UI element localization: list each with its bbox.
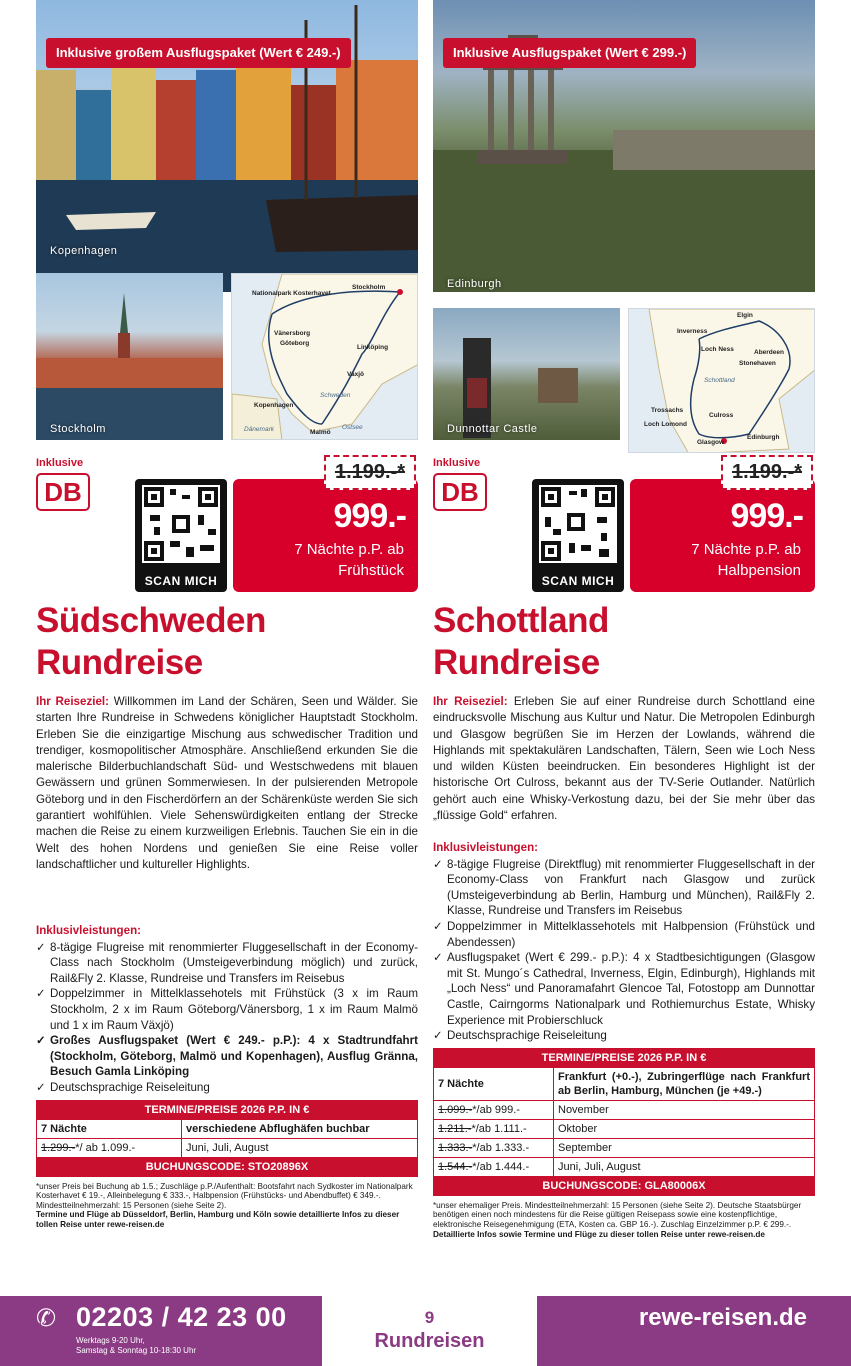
row-price: */ab 1.333.- xyxy=(472,1141,530,1154)
website-link[interactable]: rewe-reisen.de xyxy=(638,1304,807,1331)
inklusive-label: Inklusive xyxy=(433,457,481,469)
footnote xyxy=(433,1201,815,1239)
table-row xyxy=(434,1138,815,1157)
map-label: Malmö xyxy=(310,429,331,436)
map-label: Elgin xyxy=(737,312,753,319)
qr-code[interactable] xyxy=(532,479,624,592)
intro-label: Ihr Reiseziel: xyxy=(433,695,508,708)
list-item: ✓ 8-tägige Flugreise mit renommierter Fluggesellschaft in der Economy-Class nach Stockholm (Umsteigeverbindung möglich) und zurück, Rail&Fly 2. Klasse, Rundreise und Transfers im Reisebus xyxy=(36,940,418,987)
row-dates: September xyxy=(554,1138,815,1157)
scan-label: SCAN MICH xyxy=(541,574,615,588)
map-label: Vänersborg xyxy=(274,330,311,337)
row-price: */ ab 1.099.- xyxy=(75,1141,136,1154)
old-row-price: 1.099.- xyxy=(438,1103,473,1116)
list-item: ✓ Doppelzimmer in Mittelklassehotels mit Halbpension (Frühstück und Abendessen) xyxy=(433,919,815,950)
table-head: TERMINE/PREISE 2026 P.P. IN € xyxy=(37,1100,418,1119)
qr-pattern xyxy=(142,485,220,563)
map-label: Vaxjö xyxy=(347,371,364,378)
photo-caption: Dunnottar Castle xyxy=(447,423,538,435)
map-label: Culross xyxy=(709,412,734,419)
edinburgh-photo xyxy=(433,0,815,292)
inclusions-list xyxy=(433,857,815,1044)
nights-line: 7 Nächte p.P. ab xyxy=(294,541,404,558)
inclusions-heading: Inklusivleistungen: xyxy=(433,841,539,855)
title-line: Südschweden xyxy=(36,601,266,640)
route-map-scotland xyxy=(628,308,815,453)
route-map-sweden xyxy=(231,273,418,440)
photo-caption: Stockholm xyxy=(50,423,106,435)
table-row xyxy=(434,1157,815,1176)
stockholm-photo xyxy=(36,273,223,440)
map-label: Kopenhagen xyxy=(254,402,294,409)
footnote-text: *unser Preis bei Buchung ab 1.5.; Zuschläge p.P./Aufenthalt: Bootsfahrt nach Sydkoster im Nationalpark Kosterhavet € 19.-, Alleinbelegung € 333.-, Halbpension (Frühstücks- und Abendbuffet) € 349.-. xyxy=(36,1181,413,1201)
photo-caption: Kopenhagen xyxy=(50,245,118,257)
price-box xyxy=(630,479,815,592)
old-row-price: 1.211.- xyxy=(438,1122,472,1135)
row-price: */ab 999.- xyxy=(472,1103,520,1116)
footer-website-block xyxy=(537,1296,851,1366)
offer-title xyxy=(433,600,609,684)
map-label: Trossachs xyxy=(651,407,684,414)
table-col-nights: 7 Nächte xyxy=(37,1119,182,1138)
list-item: ✓ Großes Ausflugspaket (Wert € 249.- p.P.): 4 x Stadtrundfahrt (Stockholm, Göteborg, Malmö und Kopenhagen), Ausflug Gränna, Besuch Gamla Linköping xyxy=(36,1033,418,1080)
booking-code: BUCHUNGSCODE: GLA80006X xyxy=(434,1176,815,1195)
intro-paragraph xyxy=(433,694,815,824)
photo-caption: Edinburgh xyxy=(447,278,502,290)
nights-line: 7 Nächte p.P. ab xyxy=(691,541,801,558)
qr-pattern xyxy=(539,485,617,563)
board-line: Frühstück xyxy=(338,562,404,579)
price-table xyxy=(36,1100,418,1177)
hours-line: Samstag & Sonntag 10-18:30 Uhr xyxy=(76,1346,197,1355)
map-label: Schweden xyxy=(320,392,351,399)
old-price: 1.199.-* xyxy=(721,455,813,490)
price-table xyxy=(433,1048,815,1196)
offer-body xyxy=(36,694,418,1229)
title-line: Rundreise xyxy=(433,643,600,682)
intro-text: Erleben Sie auf einer Rundreise durch Schottland eine eindrucksvolle Mischung aus Kultur und Natur. Die Metropolen Edinburgh und Glasgow begrüßen Sie im Herzen der Lowlands, während die Highlands mit spektakulären Landschaften, Tälern, Seen wie Loch Ness und wilden Küsten beeindrucken. Ein besonderes Highlight ist der historische Ort Culross, bekannt aus der TV-Serie Outlander. Natürlich gehört auch eine Whisky-Verkostung dazu, bei der Sie mehr über das „flüssige Gold“ erfahren. xyxy=(433,695,816,823)
inclusions-list xyxy=(36,940,418,1096)
table-col-nights: 7 Nächte xyxy=(434,1067,554,1100)
map-label: Dänemark xyxy=(244,426,274,433)
offer-schottland xyxy=(433,0,815,1296)
nights-info xyxy=(244,539,404,581)
package-banner: Inklusive großem Ausflugspaket (Wert € 249.-) xyxy=(46,38,351,68)
map-label: Stonehaven xyxy=(739,360,776,367)
page-marker xyxy=(322,1296,537,1366)
map-label: Glasgow xyxy=(697,439,725,446)
map-label: Göteborg xyxy=(280,340,310,347)
old-price: 1.199.-* xyxy=(324,455,416,490)
list-item: ✓ Deutschsprachige Reiseleitung xyxy=(36,1080,418,1096)
table-row xyxy=(434,1100,815,1119)
footnote-text: Mindestteilnehmerzahl: 15 Personen (siehe Seite 2). xyxy=(36,1200,227,1210)
intro-paragraph xyxy=(36,694,418,873)
intro-label: Ihr Reiseziel: xyxy=(36,695,109,708)
table-row xyxy=(434,1119,815,1138)
footnote xyxy=(36,1182,418,1230)
offer-body xyxy=(433,694,815,1239)
new-price: 999.- xyxy=(333,497,406,535)
booking-code: BUCHUNGSCODE: STO20896X xyxy=(37,1157,418,1176)
old-row-price: 1.333.- xyxy=(438,1141,473,1154)
db-logo: DB xyxy=(433,473,487,511)
map-label: Stockholm xyxy=(352,284,386,291)
kopenhagen-photo xyxy=(36,0,418,292)
map-label: Loch Lomond xyxy=(644,421,687,428)
row-price: */ab 1.111.- xyxy=(471,1122,527,1135)
inklusive-label: Inklusive xyxy=(36,457,84,469)
footer-bar xyxy=(0,1296,851,1366)
offer-suedschweden xyxy=(36,0,418,1296)
board-line: Halbpension xyxy=(717,562,801,579)
map-label: Nationalpark Kosterhavet xyxy=(252,290,331,297)
map-label: Aberdeen xyxy=(754,349,784,356)
map-label: Schottland xyxy=(704,377,735,384)
list-item: ✓ Ausflugspaket (Wert € 299.- p.P.): 4 x Stadtbesichtigungen (Glasgow mit St. Mungo´s Cathedral, Inverness, Elgin, Edinburgh), Highlands mit „Loch Ness“ und Panoramafahrt Glencoe Tal, Fotostopp am Dunnottar Castle, Cairngorms Nationalpark und Rothiemurchus Estate, Whisky Experience mit Probierschluck xyxy=(433,950,815,1028)
price-box xyxy=(233,479,418,592)
map-label: Ostsee xyxy=(342,424,363,431)
old-row-price: 1.544.- xyxy=(438,1160,473,1173)
row-dates: Oktober xyxy=(554,1119,815,1138)
row-price: */ab 1.444.- xyxy=(472,1160,530,1173)
title-line: Rundreise xyxy=(36,643,203,682)
package-banner: Inklusive Ausflugspaket (Wert € 299.-) xyxy=(443,38,696,68)
title-line: Schottland xyxy=(433,601,609,640)
map-shape xyxy=(232,274,418,440)
table-col-departures: Frankfurt (+0.-), Zubringerflüge nach Frankfurt ab Berlin, Hamburg, München (je +49.-) xyxy=(554,1067,815,1100)
intro-text: Willkommen im Land der Schären, Seen und Wälder. Sie starten Ihre Rundreise in Schwedens königlicher Hauptstadt Stockholm. Erleben Sie die einzigartige Mischung aus schwedischer Tradition und trendiger, kosmopolitischer Atmosphäre. Anschließend erkunden Sie die malerische Bilderbuchlandschaft Süd- und Westschwedens mit blauen Gewässern und grünen Sommerwiesen. In der pulsierenden Metropole Göteborg und in den Fischerdörfern an der Schärenküste werden Sie sich garantiert wohlfühlen. Viele Sehenswürdigkeiten entlang der Strecke machen die Reise zu einem kurzweiligen Erlebnis. Tauchen Sie ein in die Welt des hohen Nordens und genießen Sie eine Reise voller landschaftlicher und kultureller Highlights. xyxy=(36,695,418,871)
footnote-bold: Termine und Flüge ab Düsseldorf, Berlin, Hamburg und Köln sowie detaillierte Infos zu dieser tollen Reise unter rewe-reisen.de xyxy=(36,1210,400,1229)
map-label: Linköping xyxy=(357,344,389,351)
map-label: Edinburgh xyxy=(747,434,780,441)
row-dates: Juni, Juli, August xyxy=(554,1157,815,1176)
hours-line: Werktags 9-20 Uhr, xyxy=(76,1336,145,1345)
table-col-departures: verschiedene Abflughäfen buchbar xyxy=(182,1119,418,1138)
new-price: 999.- xyxy=(730,497,803,535)
section-name: Rundreisen xyxy=(374,1330,485,1352)
table-head: TERMINE/PREISE 2026 P.P. IN € xyxy=(434,1048,815,1067)
map-label: Inverness xyxy=(677,328,708,335)
phone-icon: ✆ xyxy=(36,1305,57,1332)
row-dates: November xyxy=(554,1100,815,1119)
footnote-text: *unser ehemaliger Preis. Mindestteilnehmerzahl: 15 Personen (siehe Seite 2). Deutsche Staatsbürger benötigen einen noch mindestens für die Reise gültigen Reisepass sowie eine kostenpflichtige, elektronische Reisegenehmigung (ETA, Kosten ca. GBP 16.-). Zuschlag Einzelzimmer p.P. € 299.-. xyxy=(433,1200,802,1229)
map-label: Loch Ness xyxy=(701,346,734,353)
inclusions-heading: Inklusivleistungen: xyxy=(36,924,142,938)
nights-info xyxy=(641,539,801,581)
qr-code[interactable] xyxy=(135,479,227,592)
row-dates: Juni, Juli, August xyxy=(182,1138,418,1157)
phone-number[interactable]: 02203 / 42 23 00 xyxy=(76,1302,287,1332)
footnote-bold: Detaillierte Infos sowie Termine und Flüge zu dieser tollen Reise unter rewe-reisen.de xyxy=(433,1229,765,1239)
stockholm-skyline xyxy=(36,273,223,440)
scan-label: SCAN MICH xyxy=(144,574,218,588)
list-item: ✓ Deutschsprachige Reiseleitung xyxy=(433,1028,815,1044)
old-row-price: 1.299.- xyxy=(41,1141,76,1154)
page-number: 9 xyxy=(424,1308,435,1327)
dunnottar-photo xyxy=(433,308,620,440)
castle-illustration xyxy=(433,308,620,440)
footer-phone-block xyxy=(0,1296,322,1366)
offer-title xyxy=(36,600,266,684)
table-row xyxy=(37,1138,418,1157)
list-item: ✓ Doppelzimmer in Mittelklassehotels mit Frühstück (3 x im Raum Stockholm, 2 x im Raum Göteborg/Vänersborg, 1 x im Raum Malmö und 1 x im Raum Växjö) xyxy=(36,986,418,1033)
db-logo: DB xyxy=(36,473,90,511)
list-item: ✓ 8-tägige Flugreise (Direktflug) mit renommierter Fluggesellschaft in der Economy-Class von Frankfurt nach Glasgow und zurück (Umsteigeverbindung ab Berlin, Hamburg und München), Rail&Fly 2. Klasse, Rundreise und Transfers im Reisebus xyxy=(433,857,815,919)
